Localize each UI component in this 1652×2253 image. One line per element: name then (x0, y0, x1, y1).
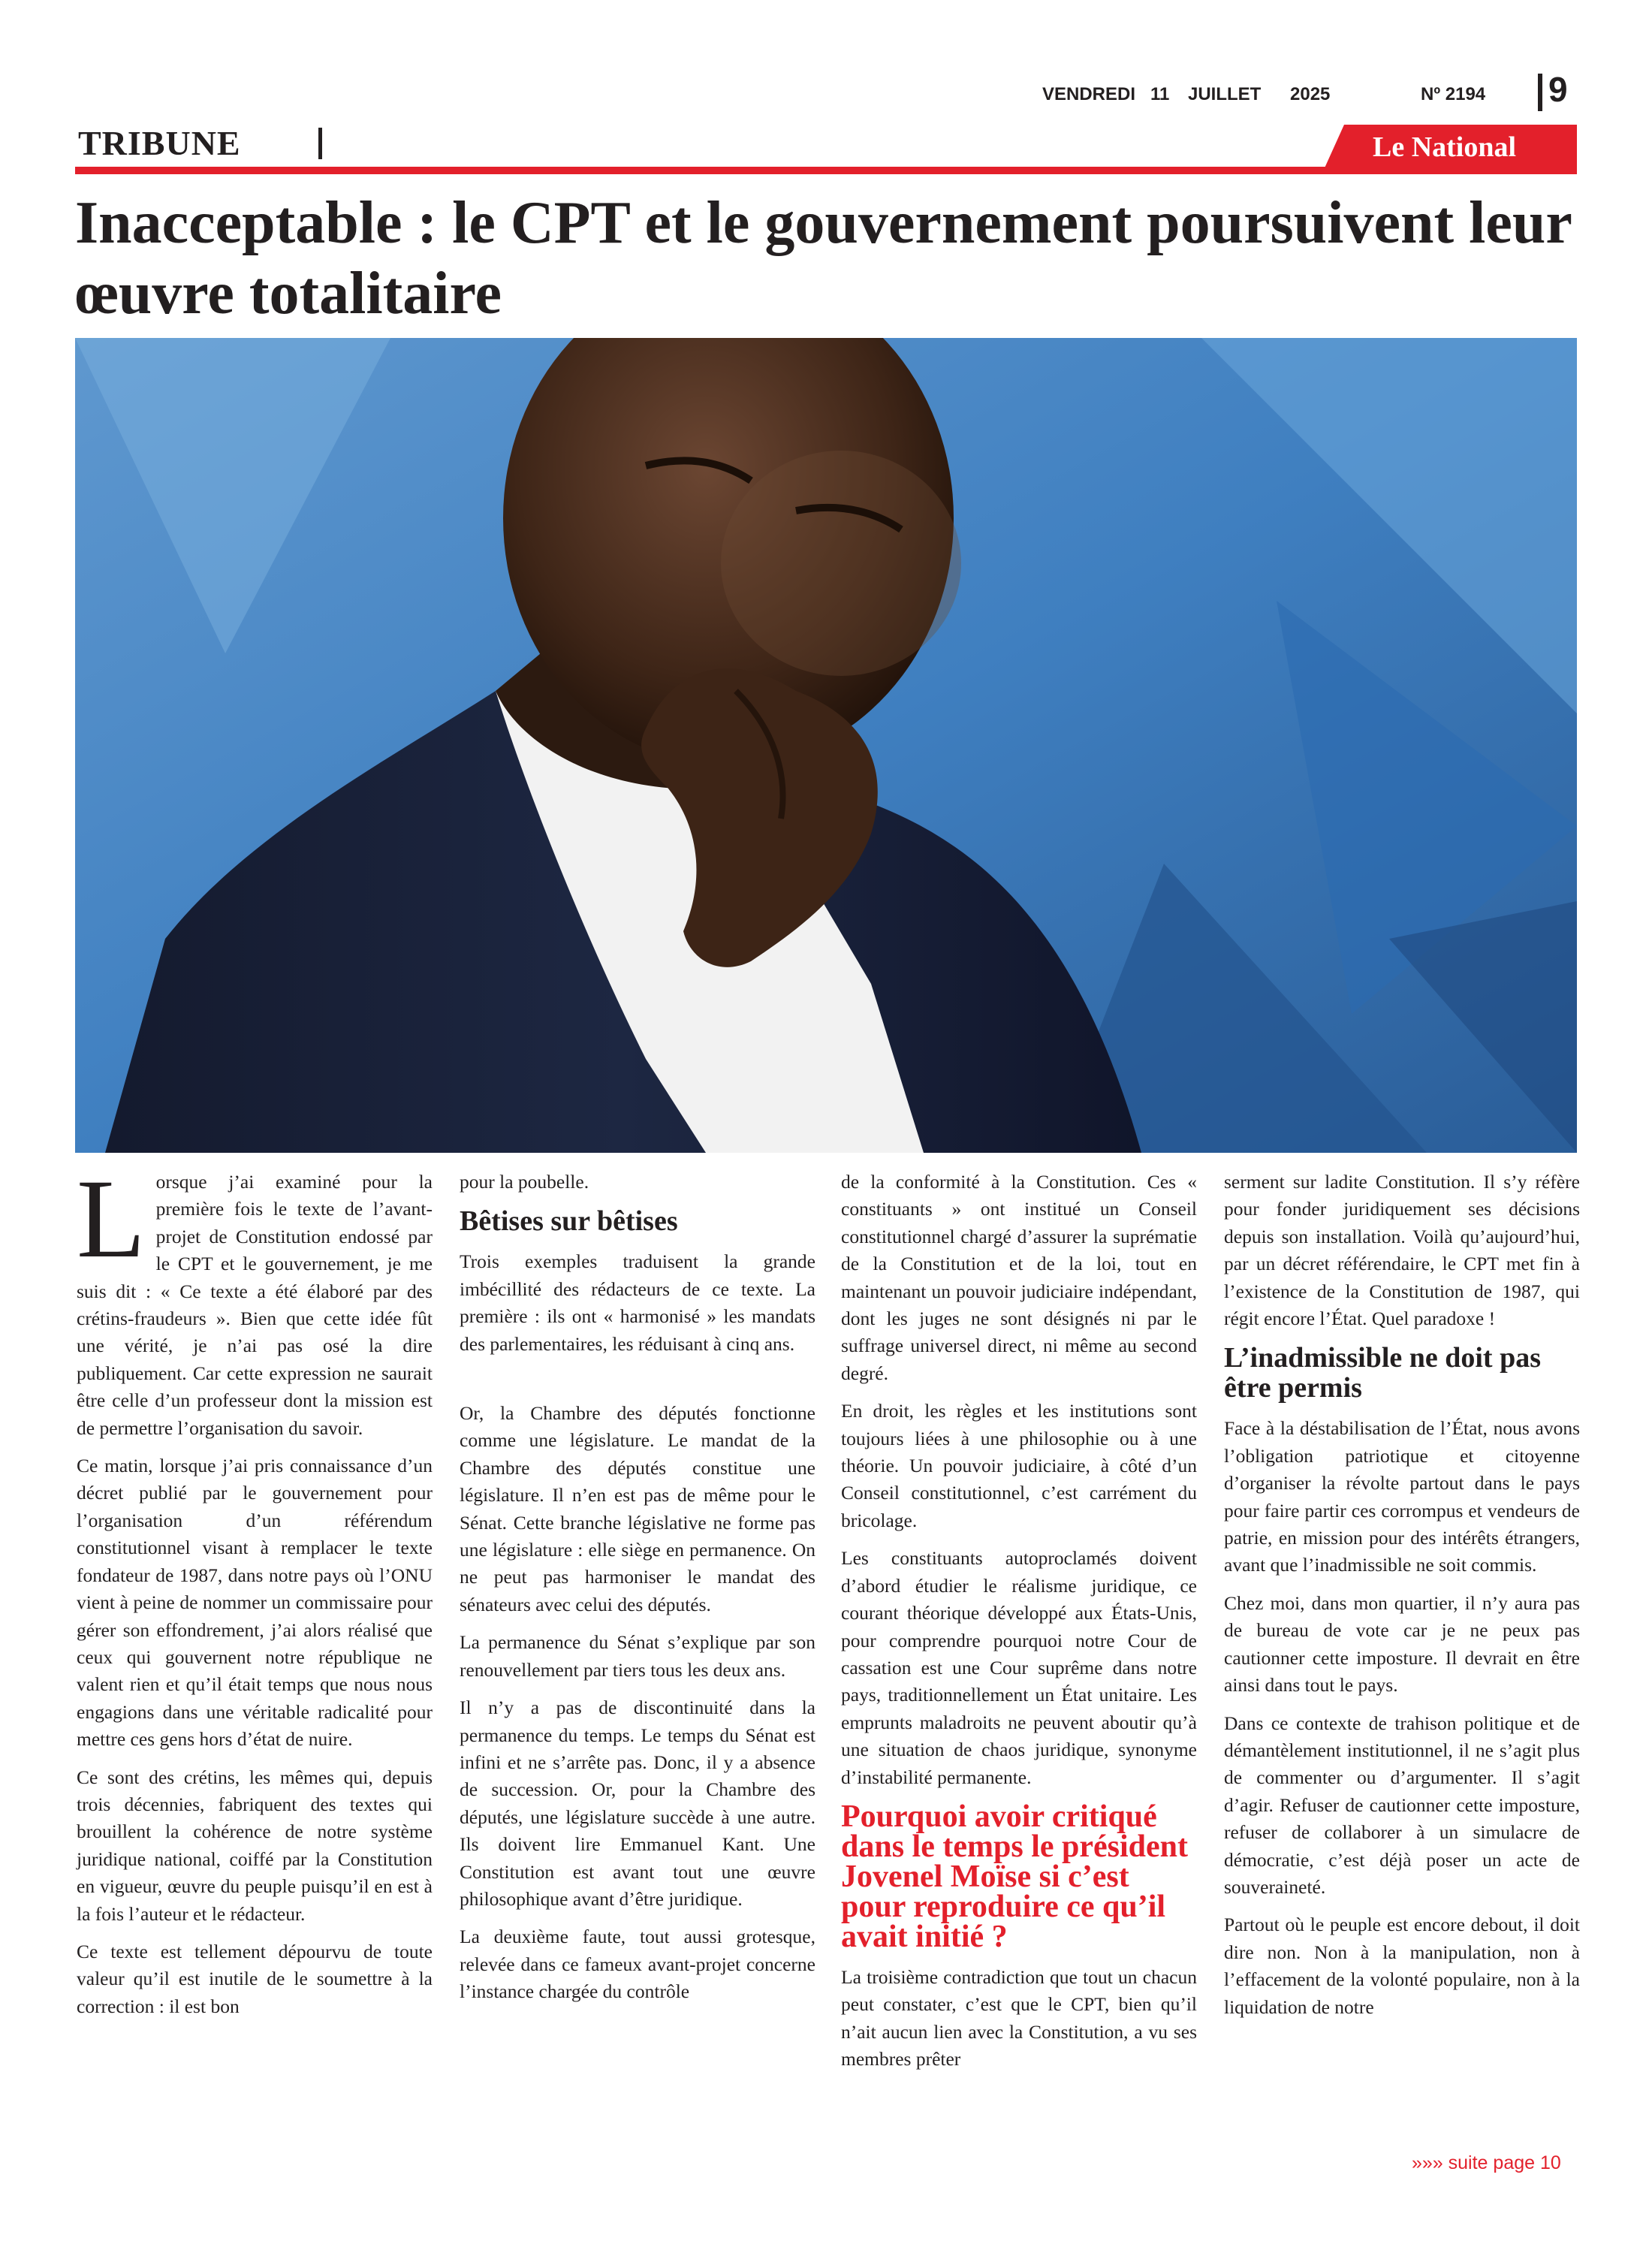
section-divider (318, 128, 322, 159)
issue-month: JUILLET (1188, 84, 1262, 104)
article-column-2 (460, 1169, 815, 2016)
article-column-4 (1224, 1169, 1580, 2031)
issue-number: Nº 2194 (1421, 84, 1486, 104)
subheading: Pourquoi avoir critiqué dans le temps le président Jovenel Moïse si c’est pour reproduire ce qu’il avait initié ? (841, 1799, 1188, 1954)
paragraph: pour la poubelle. (460, 1171, 589, 1193)
paragraph: La deuxième faute, tout aussi grotesque, relevée dans ce fameux avant-projet concerne l’instance chargée du contrôle (460, 1926, 815, 2003)
paragraph (77, 1157, 433, 1442)
issue-day: VENDREDI (1042, 84, 1136, 104)
paragraph: Trois exemples traduisent la grande imbécillité des rédacteurs de ce texte. La première : ils ont « harmonisé » les mandats des parlementaires, les réduisant à cinq ans. (460, 1250, 815, 1355)
subheading: L’inadmissible ne doit pas être permis (1224, 1342, 1542, 1404)
paragraph: de la conformité à la Constitution. Ces « constituants » ont institué un Conseil constitutionnel chargé d’assurer la suprématie de la Constitution et de la loi, tout en maintenant un pouvoir judiciaire indépendant, dont les juges ne sont désignés ni par le suffrage universel direct, ni même au second degré. (841, 1171, 1197, 1384)
paragraph: La permanence du Sénat s’explique par son renouvellement par tiers tous les deux ans. (460, 1631, 815, 1681)
page-divider (1538, 74, 1542, 111)
paragraph: La troisième contradiction que tout un chacun peut constater, c’est que le CPT, bien qu’il n’ait aucun lien avec la Constitution, a vu ses membres prêter (841, 1965, 1197, 2071)
paragraph-text: orsque j’ai examiné pour la première fois le texte de l’avant-projet de Constitution endossé par le CPT et le gouvernement, je me suis dit : « Ce texte a été élaboré par des crétins-fraudeurs ». Bien que cette idée fût une vérité, je n’ai pas osé la dire publiquement. Car cette expression ne saurait être celle d’un professeur dont la mission est de permettre l’organisation du savoir. (77, 1171, 433, 1439)
paragraph: Les constituants autoproclamés doivent d’abord étudier le réalisme juridique, ce courant théorique développé aux États-Unis, pour comprendre pourquoi notre Cour de cassation est une Cour suprême dans notre pays, traditionnellement un État unitaire. Les emprunts maladroits ne peuvent aboutir qu’à une situation de chaos juridique, synonyme d’instabilité permanente. (841, 1547, 1197, 1788)
subheading: Bêtises sur bêtises (460, 1205, 678, 1238)
issue-year: 2025 (1290, 84, 1331, 104)
page-number: 9 (1548, 70, 1568, 109)
paragraph: Ce matin, lorsque j’ai pris connaissance d’un décret publié par le gouvernement pour l’organisation d’un référendum constitutionnel visant à remplacer le texte fondateur de 1987, dans notre pays où l’ONU vient à peine de nommer un commissaire pour gérer son effondrement, j’ai alors réalisé que ceux qui gouvernent notre république ne valent rien et qu’il était temps que nous nous engagions dans une véritable radicalité pour mettre ces gens hors d’état de nuire. (77, 1455, 433, 1751)
paragraph: Ce sont des crétins, les mêmes qui, depuis trois décennies, fabriquent des textes qui brouillent la cohérence de notre système juridique national, coiffé par la Constitution en vigueur, œuvre du peuple puisqu’il en est à la fois l’auteur et le rédacteur. (77, 1766, 433, 1925)
paragraph: Face à la déstabilisation de l’État, nous avons l’obligation patriotique et citoyenne d’organiser la révolte partout dans le pays pour faire partir ces corrompus et vendeurs de patrie, en mission pour des intérêts étrangers, avant que l’inadmissible ne soit commis. (1224, 1417, 1580, 1576)
brand-name: Le National (1373, 131, 1517, 163)
paragraph: Il n’y a pas de discontinuité dans la permanence du temps. Le temps du Sénat est infini et ne s’arrête pas. Donc, il y a absence de succession. Or, pour la Chambre des députés, une législature succède à une autre. Ils doivent lire Emmanuel Kant. Une Constitution est avant tout une œuvre philosophique avant d’être juridique. (460, 1697, 815, 1910)
drop-cap: L (77, 1157, 146, 1281)
issue-date: 11 (1150, 84, 1170, 104)
paragraph: Or, la Chambre des députés fonctionne comme une législature. Le mandat de la Chambre des députés constitue une législature. Il n’en est pas de même pour le Sénat. Cette branche législative ne forme pas une législature : elle siège en permanence. On ne peut pas harmoniser le mandat des sénateurs avec celui des députés. (460, 1402, 815, 1615)
article-photo (75, 338, 1577, 1153)
paragraph: Dans ce contexte de trahison politique et de démantèlement institutionnel, il ne s’agit plus de commenter ou d’argumenter. Il s’agit d’agir. Refuser de cautionner cette imposture, refuser de collaborer à un simulacre de démocratie, c’est déjà poser un acte de souveraineté. (1224, 1712, 1580, 1898)
section-label: TRIBUNE (78, 124, 241, 162)
paragraph: Partout où le peuple est encore debout, il doit dire non. Non à la manipulation, non à l’effacement de la volonté populaire, non à la liquidation de notre (1224, 1914, 1580, 2018)
paragraph: Chez moi, dans mon quartier, il n’y aura pas de bureau de vote car je ne peux pas cautionner cette imposture. Il devrait en être ainsi dans tout le pays. (1224, 1591, 1580, 1697)
article-column-3 (841, 1169, 1197, 2084)
article-title: Inacceptable : le CPT et le gouvernement poursuivent leur œuvre totalitaire (75, 190, 1572, 327)
paragraph: serment sur ladite Constitution. Il s’y réfère pour fonder juridiquement ses décisions depuis son installation. Voilà qu’aujourd’hui, par un décret référendaire, le CPT met fin à l’existence de la Constitution de 1987, qui régit encore l’État. Quel paradoxe ! (1224, 1171, 1580, 1330)
article-column-1 (77, 1157, 433, 2031)
paragraph: Ce texte est tellement dépourvu de toute valeur qu’il est inutile de le soumettre à la correction : il est bon (77, 1940, 433, 2017)
paragraph: En droit, les règles et les institutions sont toujours liées à une philosophie ou à une théorie. Un pouvoir judiciaire, à côté d’un Conseil constitutionnel, c’est carrément du bricolage. (841, 1400, 1197, 1531)
continuation-link[interactable]: »»» suite page 10 (1412, 2152, 1561, 2173)
